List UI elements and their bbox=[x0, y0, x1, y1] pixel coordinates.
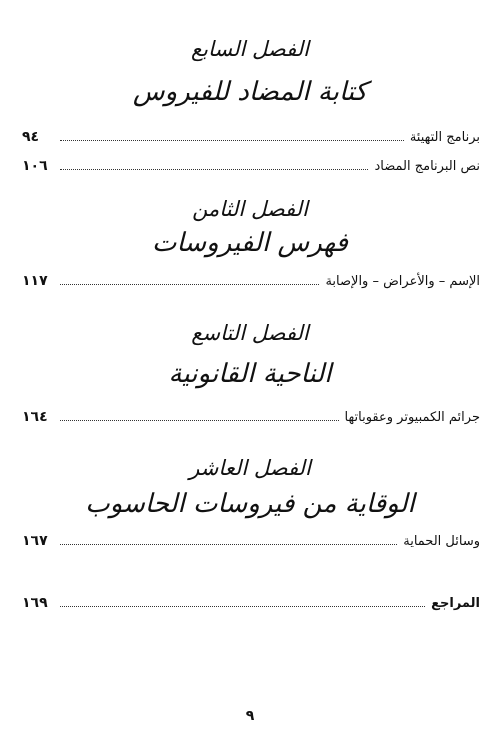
toc-entry-setup-program[interactable] bbox=[22, 126, 480, 148]
chapter-7-number: الفصل السابع bbox=[190, 37, 310, 61]
toc-entry-computer-crimes[interactable] bbox=[22, 406, 480, 428]
chapter-8-title: فهرس الفيروسات bbox=[152, 228, 348, 258]
dot-leader bbox=[60, 284, 319, 285]
toc-entry-label: وسائل الحماية bbox=[403, 533, 480, 549]
dot-leader bbox=[60, 606, 425, 607]
toc-entry-label: الإسم – والأعراض – والإصابة bbox=[325, 273, 480, 289]
toc-entry-antivirus-source[interactable] bbox=[22, 155, 480, 177]
toc-entry-references[interactable] bbox=[22, 592, 480, 614]
dot-leader bbox=[60, 544, 397, 545]
chapter-9-number: الفصل التاسع bbox=[191, 321, 309, 345]
chapter-9-title: الناحية القانونية bbox=[168, 359, 332, 389]
chapter-10-number: الفصل العاشر bbox=[189, 456, 311, 480]
chapter-10-title: الوقاية من فيروسات الحاسوب bbox=[85, 489, 415, 519]
toc-entry-protection-methods[interactable] bbox=[22, 530, 480, 552]
dot-leader bbox=[60, 169, 368, 170]
toc-entry-page: ٩٤ bbox=[22, 129, 40, 145]
dot-leader bbox=[60, 420, 339, 421]
page-number: ٩ bbox=[245, 708, 255, 724]
toc-entry-page: ١١٧ bbox=[22, 273, 48, 289]
toc-entry-page: ١٦٩ bbox=[22, 595, 48, 611]
toc-entry-virus-index[interactable] bbox=[22, 270, 480, 292]
toc-entry-label: نص البرنامج المضاد bbox=[374, 158, 480, 174]
toc-entry-label: برنامج التهيئة bbox=[409, 129, 480, 145]
chapter-7-title: كتابة المضاد للفيروس bbox=[132, 77, 368, 107]
toc-entry-page: ١٦٤ bbox=[22, 409, 48, 425]
dot-leader bbox=[60, 140, 404, 141]
toc-entry-page: ١٦٧ bbox=[22, 533, 48, 549]
chapter-8-number: الفصل الثامن bbox=[192, 197, 308, 221]
toc-entry-label: المراجع bbox=[431, 595, 480, 611]
toc-entry-label: جرائم الكمبيوتر وعقوباتها bbox=[344, 409, 480, 425]
toc-entry-page: ١٠٦ bbox=[22, 158, 48, 174]
